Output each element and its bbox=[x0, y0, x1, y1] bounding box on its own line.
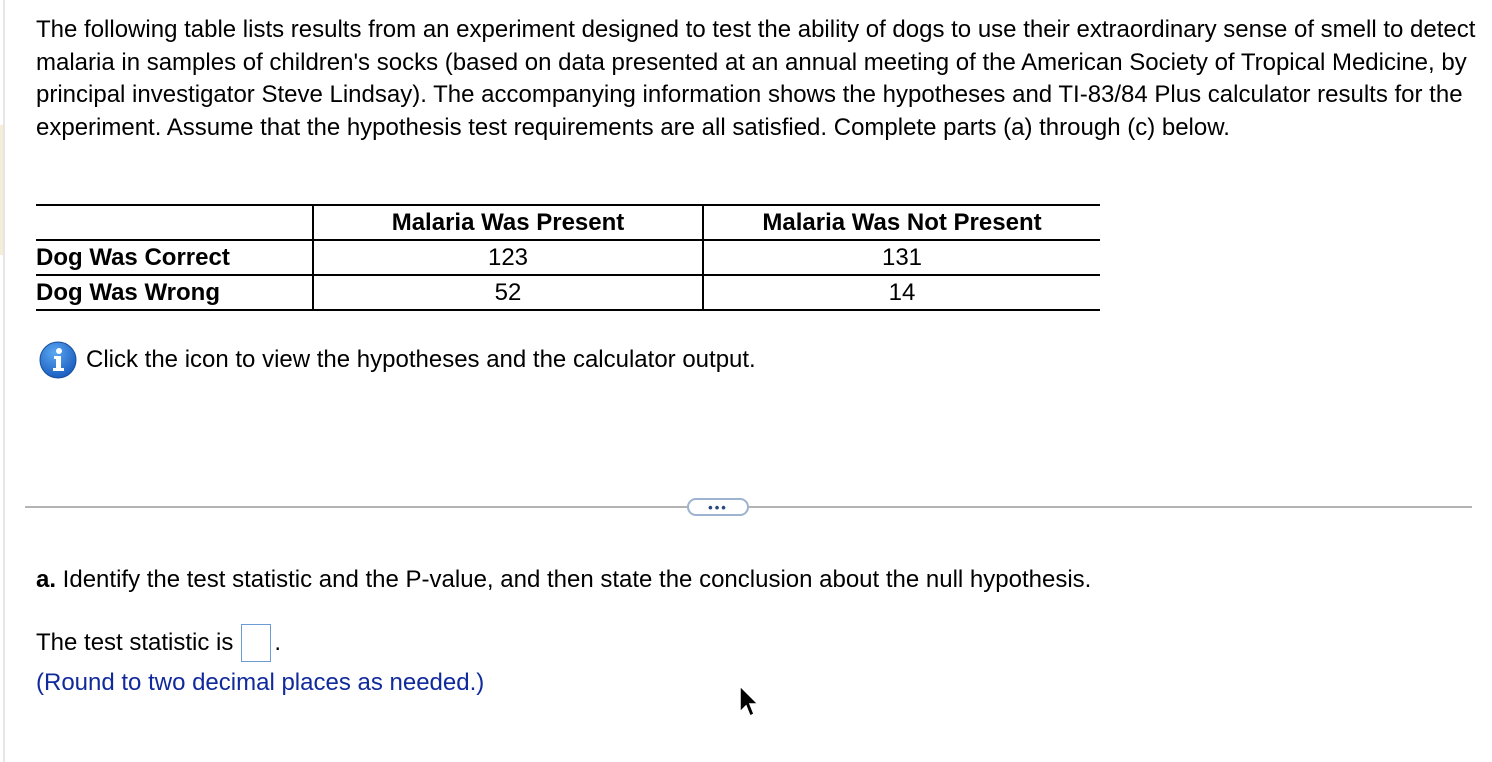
column-header-malaria-present: Malaria Was Present bbox=[313, 205, 703, 240]
table-cell: 14 bbox=[703, 275, 1100, 310]
question-intro: The following table lists results from an experiment designed to test the ability of dogs to use their extraordinary sense of smell to detect malaria in samples of children's socks (based on data presented at an annual meeting of the American Society of Tropical Medicine, by principal investigator Steve Lindsay). The accompanying information shows the hypotheses and TI-83/84 Plus calculator results for the experiment. Assume that the hypothesis test requirements are all satisfied. Complete parts (a) through (c) below. bbox=[36, 16, 1476, 141]
data-table bbox=[36, 204, 1100, 311]
row-label-dog-correct: Dog Was Correct bbox=[36, 240, 313, 275]
left-border-rule bbox=[3, 0, 5, 762]
table-corner-cell bbox=[36, 205, 313, 240]
part-a-question bbox=[36, 566, 1091, 594]
info-row bbox=[38, 340, 756, 380]
expand-more-button[interactable]: ••• bbox=[687, 498, 749, 516]
test-statistic-input[interactable] bbox=[241, 624, 271, 662]
part-a-letter: a. bbox=[36, 566, 57, 593]
table-row bbox=[36, 275, 1100, 310]
info-instruction: Click the icon to view the hypotheses and the calculator output. bbox=[86, 346, 756, 373]
table-cell: 131 bbox=[703, 240, 1100, 275]
table-cell: 52 bbox=[313, 275, 703, 310]
column-header-malaria-not-present: Malaria Was Not Present bbox=[703, 205, 1100, 240]
table-header-row bbox=[36, 205, 1100, 240]
test-statistic-label: The test statistic is bbox=[36, 629, 234, 656]
table-cell: 123 bbox=[313, 240, 703, 275]
part-a-text: Identify the test statistic and the P-value, and then state the conclusion about the null hypothesis. bbox=[56, 566, 1092, 593]
test-statistic-row bbox=[36, 624, 281, 662]
row-label-dog-wrong: Dog Was Wrong bbox=[36, 275, 313, 310]
rounding-hint: (Round to two decimal places as needed.) bbox=[36, 669, 485, 696]
mouse-pointer-icon bbox=[738, 684, 762, 720]
info-icon[interactable] bbox=[38, 340, 78, 380]
table-row bbox=[36, 240, 1100, 275]
sentence-period: . bbox=[274, 629, 282, 656]
